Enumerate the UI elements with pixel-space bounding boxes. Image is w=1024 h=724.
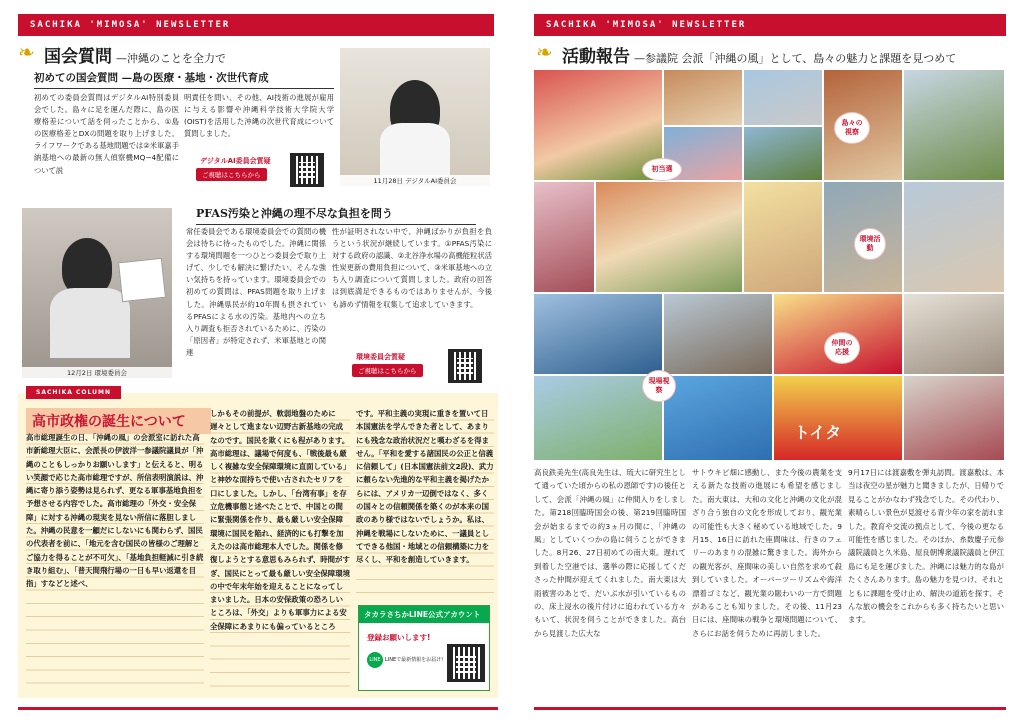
photo-digital-committee	[340, 48, 490, 186]
bottom-rule	[18, 707, 498, 710]
tag-island-visit: 島々の視察	[834, 112, 870, 144]
line-qr-code[interactable]	[447, 644, 485, 682]
photo-blue-tarp	[664, 376, 772, 460]
photo-banner	[774, 376, 902, 460]
article-heading-1: 初めての国会質問 —島の医療・基地・次世代育成	[34, 70, 334, 89]
article-2-col-1: 常任委員会である環境委員会での質問の機会は待ちに待ったものでした。沖縄に関係する環境問題を一つひとつ委員会で取り上げて、少しでも解決に繋げたい、そんな強い気持ちを持っています。環境委員会での初めての質問は、PFAS問題を取り上げました。沖縄県民が約10年間も摂されているPFASによる水の汚染。基地内への立ち入り調査も拒否されているために、汚染の「原因者」が特定されず、米軍基地との関連	[186, 227, 326, 357]
line-account-box[interactable]	[358, 605, 490, 691]
photo-caption: 12月2日 環境委員会	[22, 367, 172, 378]
article-heading-2: PFAS汚染と沖縄の理不尽な負担を問う	[196, 205, 476, 225]
photo-statue	[744, 182, 822, 292]
section-subtitle: —参議院 会派「沖縄の風」として、島々の魅力と課題を見つめて	[634, 52, 957, 65]
qr-code-digital[interactable]	[290, 153, 324, 187]
article-1-col-2: 明責任を問い、その他、AI技術の進展が雇用に与える影響や沖縄科学技術大学院大学(OIST)を活用した沖縄の次世代育成について質問しました。	[184, 93, 334, 139]
photo-rally	[534, 294, 662, 374]
watch-link-button-2[interactable]: ご視聴はこちらから	[352, 364, 423, 377]
photo-supporters	[904, 376, 1004, 460]
tag-support: 仲間の応援	[824, 332, 860, 364]
banner-text: トイタ	[794, 423, 842, 442]
leaf-icon: ❧	[536, 40, 553, 64]
photo-island-2	[744, 127, 822, 180]
tag-field-visit: 現場視察	[642, 370, 676, 402]
held-document	[118, 258, 166, 302]
link-label-digital: デジタルAI委員会質疑	[200, 157, 271, 165]
line-account-heading: タカラさちかLINE公式アカウント	[359, 606, 489, 623]
photo-environment-committee	[22, 208, 172, 378]
bottom-rule	[534, 707, 1006, 710]
photo-fence-visit	[904, 70, 1004, 180]
qr-code-environment[interactable]	[448, 349, 482, 383]
report-col-3: 9月17日には渡嘉敷を弾丸訪問。渡嘉敷は、本当は夜空の星が魅力と聞きましたが、日帰りで見ることがかなわず残念でした。その代わり、素晴らしい景色が見渡せる青少年の家を訪れました。教育や交流の拠点として、今後の更なる可能性を感じました。そのほか、糸数慶子元参議院議員と久米島、屋良朝博衆議院議員と伊江島にも足を運びました。沖縄には魅力的な島がたくさんあります。島の魅力を見つけ、それとともに課題を受け止め、解決の道筋を探す、そんな旅の機会をこれからも多く持ちたいと思います。	[848, 468, 1004, 625]
watch-link-button-1[interactable]: ご視聴はこちらから	[196, 168, 267, 181]
newsletter-header-bar: SACHIKA 'MIMOSA' NEWSLETTER	[534, 14, 1006, 36]
section-title	[44, 42, 226, 67]
photo-group-1	[664, 70, 742, 125]
photo-speech	[904, 182, 1004, 292]
column-title: 高市政権の誕生について	[26, 408, 211, 434]
line-register-text: 登録お願いします!	[367, 633, 431, 642]
column-text-2: しかもその前提が、軟弱地盤のために遅々として進まない辺野古新基地の完成なのです。国民を欺くにも程があります。高市総理は、議場で何度も、「戦後最も厳しく複雑な安全保障環境に直面している」と神妙な面持ちで使い古されたセリフを口にしました。しかし、「台湾有事」を存立危機事態と述べたことで、中国との間に緊張関係を作り、最も厳しい安全保障環境に国民を陥れ、経済的にも打撃を加えたのは高市総理本人でした。関係を修復しようとする意思もみられず、時間がすぎ、国民にとって最も厳しい安全保障環境の中で年末年始を迎えることになってしまいました。日本の安保政策の恐ろしいところは、「外交」よりも軍事力による安全保障にあまりにも偏っているところ	[210, 407, 350, 693]
report-col-2: サトウキビ畑に感動し、また今後の農業を支える新たな技術の進展にも希望を感じました。南大東は、大和の文化と沖縄の文化が混ざり合う独自の文化を形成しており、観光業の可能性も大きく秘めている地域でした。9月15、16日に訪れた座間味は、行きのフェリーのあまりの混雑に驚きました。海外からの観光客が、座間味の美しい自然を求めて殺到していました。オーバーツーリズムや海洋漂着ゴミなど、観光業の賑わいの一方で問題があることも知りました。その後、11月23日には、座間味の戦争と環境問題について、さらにお話を伺うために再訪しました。	[692, 468, 842, 638]
sachika-column	[18, 389, 498, 698]
link-label-environment: 環境委員会質疑	[356, 353, 405, 361]
section-title-text: 活動報告	[562, 47, 630, 67]
photo-support	[904, 294, 1004, 374]
column-badge: SACHIKA COLUMN	[26, 386, 121, 399]
column-text-3: です。平和主義の実現に重きを置いて日本国憲法を学んできた者として、あまりにも残念な政治状況だと嘆わざるを得ません。「平和を愛する諸国民の公正と信義に信頼して」(日本国憲法前文2段)、武力に頼らない先進的な平和主義を掲げたからには、アメリカ一辺倒ではなく、多くの国々との信頼関係を築くのが本来の国政のあり様ではないでしょうか。私は、沖縄を戦場にしないために、一議員としてできる他国・地域との信頼構築に力を尽くし、平和を創造していきます。	[356, 407, 494, 595]
section-subtitle: —沖縄のことを全力で	[116, 52, 226, 65]
photo-group-3	[596, 182, 742, 292]
photo-site-visit	[664, 294, 772, 374]
activity-photo-collage	[534, 70, 1004, 460]
section-title-text: 国会質問	[44, 47, 112, 67]
column-text-1: 高市総理誕生の日、「沖縄の風」の会派室に訪れた高市新総理大臣に、会派長の伊波洋一参議院議員が「沖縄のこともしっかりお願いします」と伝えると、明るい笑顔で応じた高市総理ですが、所信表明演説は、沖縄に寄り添う姿勢は見られず、更なる軍事基地負担を予想させる内容でした。高市総理の「外交・安全保障」に対する沖縄の現実を見ない所信に落胆しました。沖縄の民意を一顧だにしないにも関わらず、国民の代表者を前に、「地元を含む国民の皆様のご理解とご協力を得ることが不可欠」、「基地負担軽減に引き続き取り組む」、「普天間飛行場の一日も早い返還を目指」すなどと述べ、	[26, 431, 204, 693]
photo-election-win	[534, 70, 662, 180]
section-title	[562, 42, 956, 67]
report-col-1: 高良鉄美先生(高良先生は、琉大に研究生として通っていた頃からの私の恩師です)の後任として、会派「沖縄の風」に仲間入りをしました。第218回臨時国会の後、第219回臨時国会が始まるまでの約3ヵ月の間に、「沖縄の風」としていくつかの島に伺うことができました。8月26、27日初めての南大東。遅れて到着した空港では、選挙の際に応援してくださった仲間が迎えてくれました。南大東は大雨被害のあとで、だいぶ水が引いているものの、床上浸水の後片付けに追われている方々もいて、状況を伺うことができました。高台から見渡した広大な	[534, 468, 686, 638]
tag-first-win: 初当選	[642, 158, 682, 181]
line-logo-icon: LINE	[367, 652, 383, 668]
line-note: LINEで最新情報をお届け!	[385, 657, 444, 663]
article-1-col-1: 初めての委員会質問はデジタルAI特別委員会でした。島々に足を運んだ際に、島の医療格差について話を伺ったことから、①島の医療格差とDXの問題を取り上げました。ライフワークである基地問題では②米軍嘉手納基地への最新の無人偵察機MQ−4配備について説	[34, 93, 179, 175]
newsletter-header-bar: SACHIKA 'MIMOSA' NEWSLETTER	[18, 14, 494, 36]
article-2-col-2: 性が証明されない中で、沖縄ばかりが負担を負うという状況が継続しています。①PFAS汚染に対する政府の認識、②北谷浄水場の高機能粒状活性炭更新の費用負担について、③米軍基地への立ち入り調査について質問しました。政府の回答は到底満足できるものではありませんが、今後も諦めず情報を収集して追求していきます。	[332, 227, 492, 309]
tag-environment: 環境活動	[854, 228, 886, 260]
photo-island-1	[744, 70, 822, 125]
photo-flowers	[534, 182, 594, 292]
leaf-icon: ❧	[18, 40, 35, 64]
photo-caption: 11月28日 デジタルAI委員会	[340, 175, 490, 186]
right-page	[512, 0, 1024, 724]
